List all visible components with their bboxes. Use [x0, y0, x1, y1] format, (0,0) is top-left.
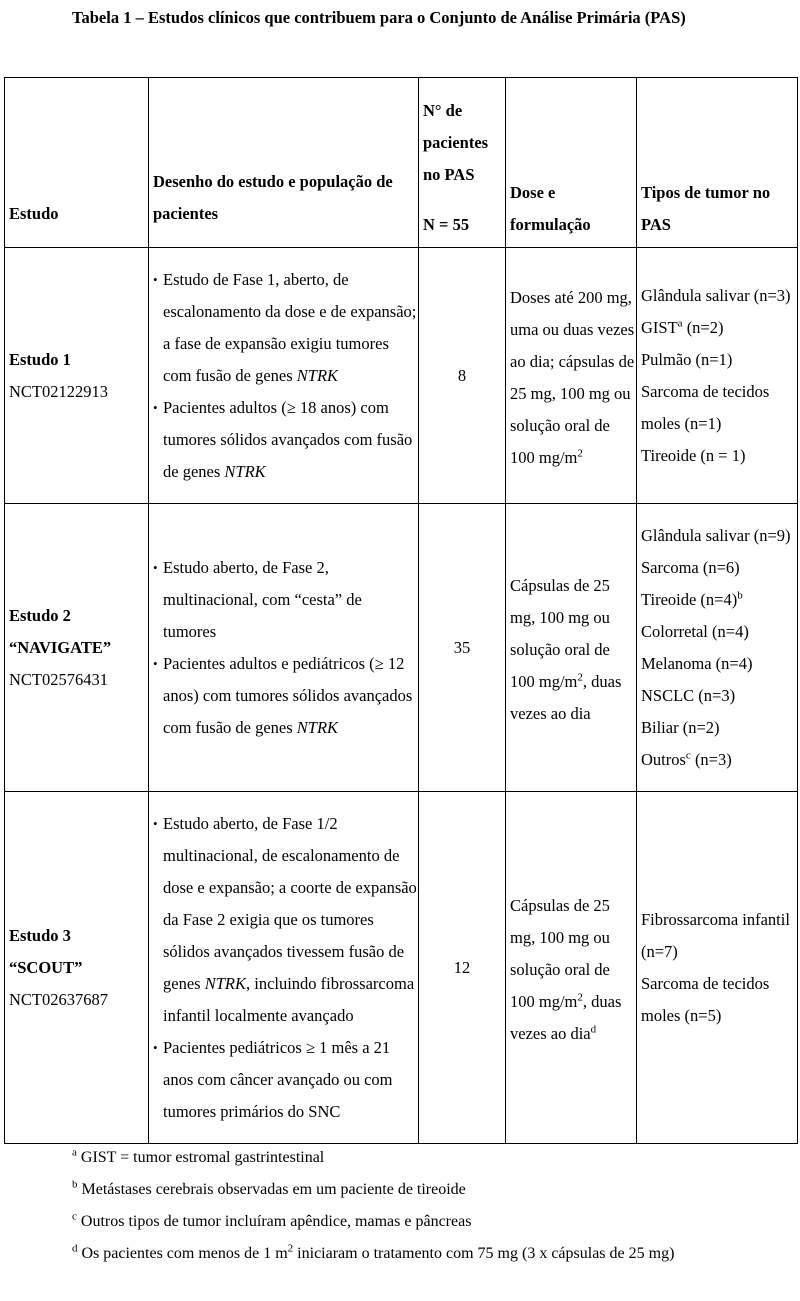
table-row — [5, 248, 798, 504]
study-acronym: “NAVIGATE” — [9, 637, 112, 657]
header-design: Desenho do estudo e população de pacientes — [149, 78, 419, 248]
study-name: Estudo 2 — [9, 605, 71, 625]
table-row — [5, 792, 798, 1144]
header-tumors: Tipos de tumor no PAS — [637, 78, 798, 248]
dose-cell: Cápsulas de 25 mg, 100 mg ou solução oral de 100 $mg/m^2$, duas vezes ao dia — [506, 504, 637, 792]
study-acronym: “SCOUT” — [9, 957, 83, 977]
header-n-total: N = 55 — [423, 215, 470, 234]
tumors-cell — [637, 792, 798, 1144]
study-nct: NCT02637687 — [9, 989, 108, 1009]
n-cell: 8 — [419, 248, 506, 504]
tumor-item: Pulmão (n=1) — [641, 349, 733, 369]
tumor-item: Fibrossarcoma infantil (n=7) — [641, 909, 790, 961]
tumor-item: Colorretal (n=4) — [641, 621, 749, 641]
tumor-item: Tireoide (n = 1) — [641, 445, 746, 465]
footnote: $^d$ Os pacientes com menos de 1 $m^2$ iniciaram o tratamento com 75 mg (3 x cápsulas de 25 mg) — [72, 1242, 675, 1262]
tumor-item: NSCLC (n=3) — [641, 685, 736, 705]
dose-cell: Cápsulas de 25 mg, 100 mg ou solução oral de 100 $mg/m^2$, duas vezes ao dia$^d$ — [506, 792, 637, 1144]
study-nct: NCT02576431 — [9, 669, 108, 689]
table-row — [5, 504, 798, 792]
header-study: Estudo — [5, 78, 149, 248]
tumor-item: Outros$^c$ (n=3) — [641, 749, 732, 769]
footnote: $^c$ Outros tipos de tumor incluíram apêndice, mamas e pâncreas — [72, 1210, 472, 1230]
tumor-item: Sarcoma (n=6) — [641, 557, 740, 577]
tumors-cell — [637, 504, 798, 792]
study-cell — [5, 248, 149, 504]
design-bullet: • Estudo aberto, de Fase 1/2 multinacional, de escalonamento de dose e expansão; a coorte de expansão da Fase 2 exigia que os tumores sólidos avançados tivessem fusão de genes NTRK, incluindo fibrossarcoma infantil localmente avançado — [153, 808, 418, 1032]
study-nct: NCT02122913 — [9, 381, 108, 401]
tumor-item: Tireoide (n=4)$^b$ — [641, 589, 743, 609]
design-bullet: • Pacientes pediátricos ≥ 1 mês a 21 anos com câncer avançado ou com tumores primários do SNC — [153, 1032, 418, 1128]
design-bullet: • Estudo de Fase 1, aberto, de escalonamento da dose e de expansão; a fase de expansão exigiu tumores com fusão de genes NTRK — [153, 264, 418, 392]
header-n — [419, 78, 506, 248]
header-dose: Dose e formulação — [506, 78, 637, 248]
dose-cell: Doses até 200 mg, uma ou duas vezes ao dia; cápsulas de 25 mg, 100 mg ou solução oral de 100 $mg/m^2$ — [506, 248, 637, 504]
study-name: Estudo 1 — [9, 349, 71, 369]
studies-table — [4, 77, 798, 1144]
n-cell: 35 — [419, 504, 506, 792]
design-cell — [149, 504, 419, 792]
tumors-cell — [637, 248, 798, 504]
tumor-item: Glândula salivar (n=9) — [641, 525, 791, 545]
tumor-item: GIST$^a$ (n=2) — [641, 317, 724, 337]
header-n-label: N° de pacientes no PAS — [423, 101, 489, 184]
table-header-row — [5, 78, 798, 248]
tumor-item: Melanoma (n=4) — [641, 653, 753, 673]
study-name: Estudo 3 — [9, 925, 71, 945]
footnotes — [72, 1142, 772, 1270]
design-cell — [149, 248, 419, 504]
study-cell — [5, 504, 149, 792]
study-cell — [5, 792, 149, 1144]
footnote: $^a$ GIST = tumor estromal gastrintestinal — [72, 1146, 325, 1166]
tumor-item: Sarcoma de tecidos moles (n=1) — [641, 381, 770, 433]
design-bullet: • Pacientes adultos (≥ 18 anos) com tumores sólidos avançados com fusão de genes NTRK — [153, 392, 418, 488]
design-bullet: • Estudo aberto, de Fase 2, multinacional, com “cesta” de tumores — [153, 552, 418, 648]
table-title: Tabela 1 – Estudos clínicos que contribuem para o Conjunto de Análise Primária (PAS) — [72, 8, 686, 27]
tumor-item: Sarcoma de tecidos moles (n=5) — [641, 973, 770, 1025]
tumor-item: Glândula salivar (n=3) — [641, 285, 791, 305]
n-cell: 12 — [419, 792, 506, 1144]
footnote: $^b$ Metástases cerebrais observadas em um paciente de tireoide — [72, 1178, 466, 1198]
design-cell — [149, 792, 419, 1144]
design-bullet: • Pacientes adultos e pediátricos (≥ 12 anos) com tumores sólidos avançados com fusão de genes NTRK — [153, 648, 418, 744]
tumor-item: Biliar (n=2) — [641, 717, 720, 737]
